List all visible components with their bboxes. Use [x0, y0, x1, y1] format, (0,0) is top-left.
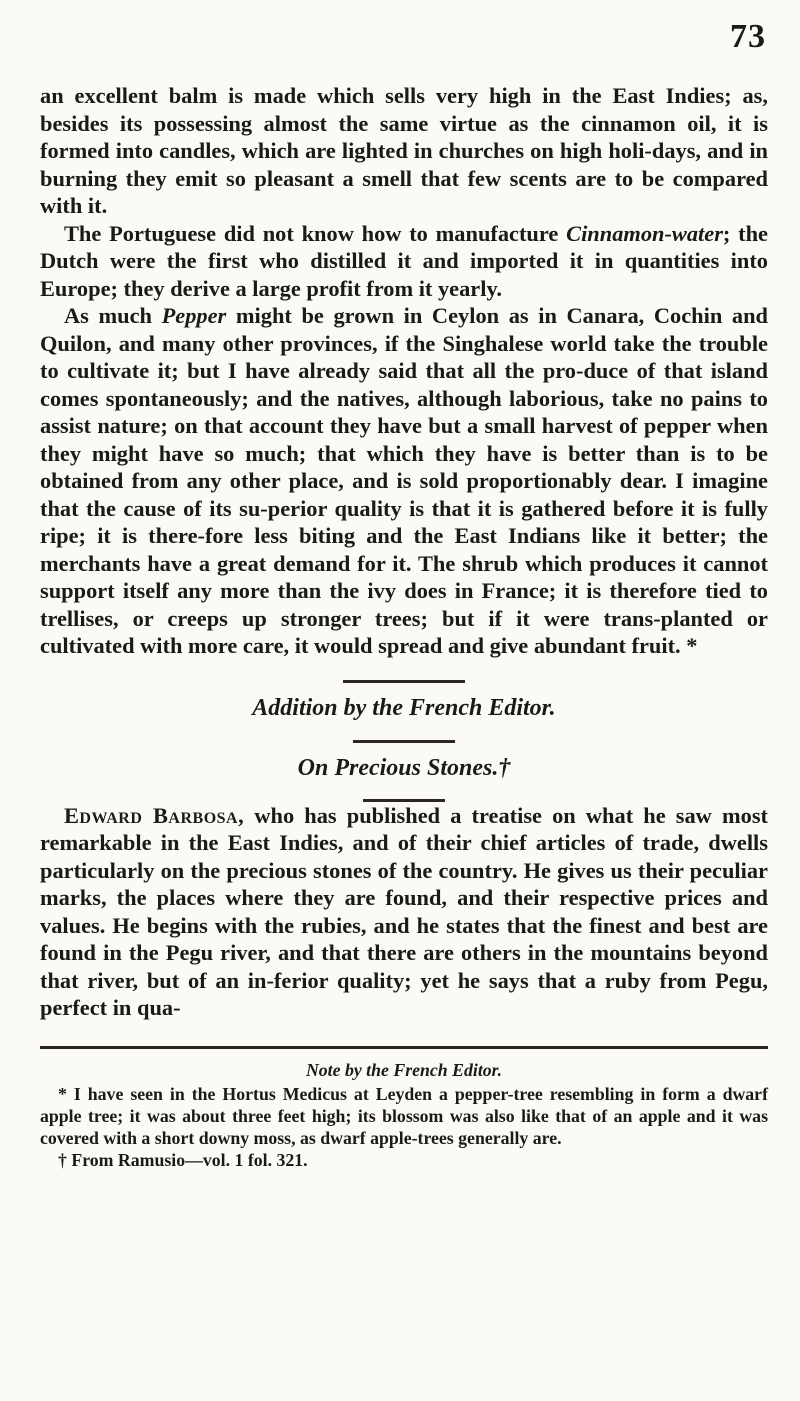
paragraph-pepper: [40, 302, 768, 660]
section-divider: [343, 680, 465, 683]
footnote-ramusio: † From Ramusio—vol. 1 fol. 321.: [58, 1150, 308, 1170]
pepper-text-a: As much: [64, 303, 162, 328]
footnote-pepper-tree: * I have seen in the Hortus Medicus at Leyden a pepper-tree resembling in form a dwarf apple tree; it was about three feet high; its blossom was also like that of an apple and it was covered with a short downy moss, as dwarf apple-trees generally are.: [40, 1084, 768, 1148]
cinnamon-water-text-a: The Portuguese did not know how to manufacture: [64, 220, 567, 246]
paragraph-balm: an excellent balm is made which sells very high in the East Indies; as, besides its possessing almost the same virtue as the cinnamon oil, it is formed into candles, which are lighted in churches on high holi-days, and in burning they emit so pleasant a smell that few scents are to be compared with it.: [40, 83, 768, 218]
pepper-text-b: might be grown in Ceylon as in Canara, Cochin and Quilon, and many other provinces, if the Singhalese world take the trouble to cultivate it; but I have already said that all the pro-duce of that island comes spontaneously; and the natives, although laborious, take no pains to assist nature; on that account they have but a small harvest of pepper when they might have so much; that which they have is better than is to be obtained from any other place, and is sold proportionably dear. I imagine that the cause of its su-perior quality is that it is gathered before it is fully ripe; it is there-fore less biting and the East Indians like it better; the merchants have a great demand for it. The shrub which produces it cannot support itself any more than the ivy does in France; it is therefore tied to trellises, or creeps up stronger trees; but if it were trans-planted or cultivated with more care, it would spread and give abundant fruit. *: [40, 303, 769, 658]
paragraph-barbosa: [40, 802, 768, 1022]
cinnamon-water-term: Cinnamon-water: [566, 220, 723, 246]
footnotes: [40, 1046, 768, 1171]
barbosa-name: Edward Barbosa,: [64, 802, 245, 828]
heading-divider: [353, 740, 455, 743]
barbosa-text: who has published a treatise on what he saw most remarkable in the East Indies, and of their chief articles of trade, dwells particularly on the precious stones of the country. He gives us their peculiar marks, the places where they are found, and their respective prices and values. He begins with the rubies, and he states that the finest and best are found in the Pegu river, and that there are others in the mountains beyond that river, but of an in-ferior quality; yet he says that a ruby from Pegu, perfect in qua-: [40, 802, 768, 1020]
addition-heading: Addition by the French Editor.: [252, 694, 556, 721]
precious-stones-heading: [40, 755, 768, 783]
precious-stones-title: On Precious Stones.: [297, 755, 499, 781]
page-number: 73: [730, 18, 766, 55]
main-text: [40, 82, 768, 1022]
pepper-term: Pepper: [161, 303, 227, 328]
footnote-heading: Note by the French Editor.: [305, 1060, 503, 1080]
cinnamon-water-text-b: ; the Dutch were the first who distilled it and imported it in quantities into Europe; they derive a large profit from it yearly.: [40, 220, 768, 301]
dagger-mark: †: [498, 755, 511, 781]
paragraph-cinnamon-water: [40, 220, 768, 303]
